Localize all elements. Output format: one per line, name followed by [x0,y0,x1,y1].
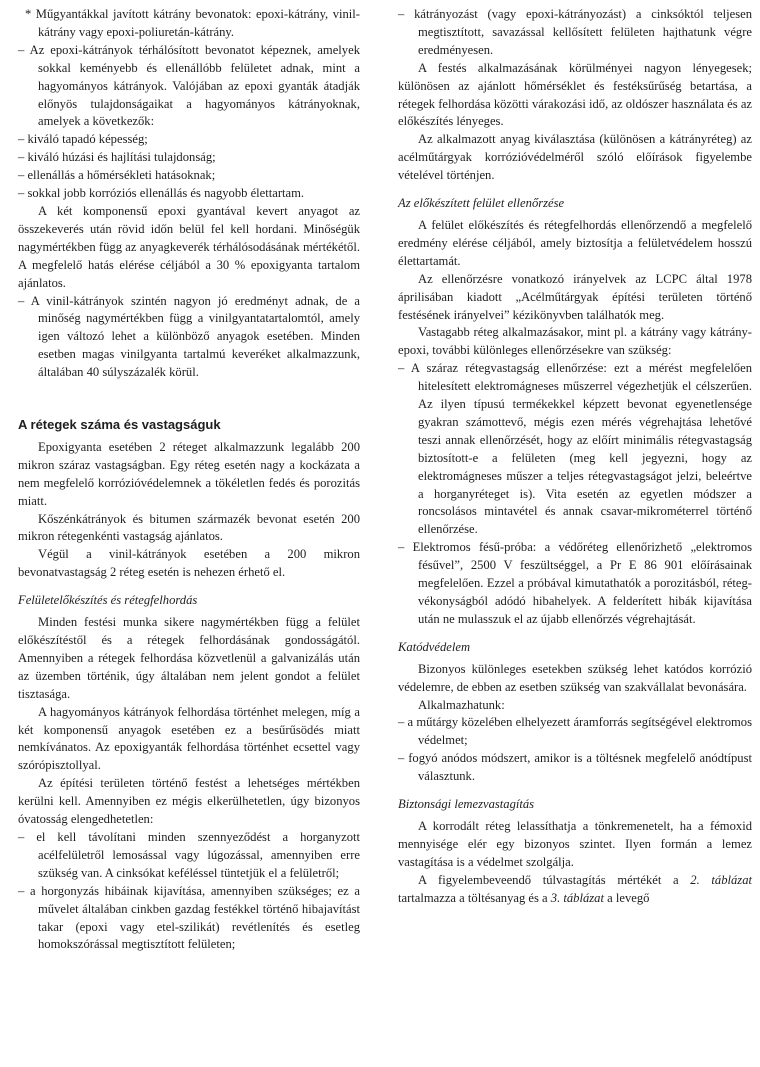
list-item: – Az epoxi-kátrányok térhálósított bevonatot képeznek, amelyek sokkal keményebb és ellenállóbb felületet adnak, mint a hagyományos kátrányok. Valójában az epoxi gyanták átadják előnyös tulajdonságaikat a hagyományos kátrányoknak, amelyek a következők: [18,42,360,129]
paragraph: A festés alkalmazásának körülményei nagyon lényegesek; különösen az ajánlott hőmérséklet és festéksűrűség betartása, a rétegek felhordása közötti várakozási idő, az oldószer használata és az előkészítés lényeges. [398,60,752,129]
left-column [18,6,360,954]
list-item: – kiváló tapadó képesség; [18,132,148,147]
paragraph: * Műgyantákkal javított kátrány bevonatok: epoxi-kátrány, vinil-kátrány vagy epoxi-poliuretán-kátrány. [25,7,360,39]
right-column [398,6,752,908]
paragraph: Bizonyos különleges esetekben szükség lehet katódos korrózió védelemre, de ebben az esetben szükség van szakvállalat bevonására. [398,661,752,694]
paragraph: A hagyományos kátrányok felhordása történhet melegen, míg a két komponensű anyagok esetében ez a besűrűsödés miatt nemkívánatos. Az epoxigyanták felhordása történhet ecsettel vagy szórópisztollyal. [18,704,360,773]
paragraph: Kőszénkátrányok és bitumen származék bevonat esetén 200 mikron rétegenkénti vastagság ajánlatos. [18,511,360,544]
paragraph: A két komponensű epoxi gyantával kevert anyagot az összekeverés után rövid időn belül fel kell hordani. Minőségük nagymértékben függ az anyagkeverék térhálósodásának mértékétől. A megfelelő hatás elérése céljából a 30 % epoxigyanta tartalom ajánlatos. [18,203,360,290]
paragraph: Minden festési munka sikere nagymértékben függ a felület előkészítéstől és a rétegek felhordásának gondosságától. Amennyiben a rétegek felhordása közvetlenül a galvanizálás után az üzemben történik, úgy általában nem jelent gondot a felület tisztasága. [18,615,360,701]
list-item: – kiváló húzási és hajlítási tulajdonság; [18,150,216,165]
list-item: – a műtárgy közelében elhelyezett áramforrás segítségével elektromos védelmet; [398,715,752,748]
table-reference: 3. táblázat [550,890,604,905]
paragraph [398,872,752,908]
list-item: – Elektromos fésű-próba: a védőréteg ellenőrizhető „elektromos fésűvel”, 2500 V feszültséggel, a Pr E 86 901 előírásainak megfelelően. Ezzel a próbával kimutathatók a porozitásból, réteg-vékonyságból adódó hibahelyek. A felderített hibák kijavítása után ne mulasszuk el az újabb ellenőrzés végrehajtását. [398,540,752,626]
section-heading: Biztonsági lemezvastagítás [398,797,535,812]
list-item: – ellenállás a hőmérsékleti hatásoknak; [18,168,216,183]
text-run: tartalmazza a töltésanyag és a [398,890,551,905]
section-heading: Katódvédelem [398,639,471,654]
paragraph: Epoxigyanta esetében 2 réteget alkalmazzunk legalább 200 mikron száraz vastagságban. Egy réteg esetén nagy a kockázata a nem megfelelő korrózióvédelemnek a tökéletlen fedés és porozitás miatt. [18,439,360,508]
paragraph: Az ellenőrzésre vonatkozó irányelvek az LCPC által 1978 áprilisában kiadott „Acélműtárgyak építési területen történő festésének irányelvei” kézikönyvben találhatók meg. [398,271,752,322]
list-item: – fogyó anódos módszert, amikor is a töltésnek megfelelő anódtípust választunk. [398,751,752,784]
paragraph: Végül a vinil-kátrányok esetében a 200 mikron bevonatvastagság 2 réteg esetén is nehezen érhető el. [18,547,360,580]
section-heading: A rétegek száma és vastagságuk [18,417,221,433]
list-item: – sokkal jobb korróziós ellenállás és nagyobb élettartam. [18,186,305,201]
paragraph: A korrodált réteg lelassíthatja a tönkremenetelt, ha a fémoxid mennyisége elér egy bizonyos szintet. Ilyen formán a lemez vastagítása is a védelmet szolgálja. [398,818,752,869]
paragraph: Alkalmazhatunk: [418,697,505,712]
list-item: – A száraz rétegvastagság ellenőrzése: ezt a mérést megfelelően hitelesített elektromágneses műszerrel végezhetjük el célszerűen. Az ilyen típusú termékekkel képzett bevonat egyenetlensége gyakran számottevő, mégis ezen mérés végrehajtása lehetővé teszi annak ellenőrzését, hogy az előírt minimális rétegvastagság biztosított-e a felületen (meg kell jegyezni, hogy az elektromágneses műszer a teljes rétegvastagságot jelzi, beleértve a horganyréteget is). Vita esetén az egyetlen módszer a roncsolásos mintavétel és annak csavar-mikrométerrel történő ellenőrzése. [398,361,752,537]
paragraph: Vastagabb réteg alkalmazásakor, mint pl. a kátrány vagy kátrány-epoxi, további különleges ellenőrzésekre van szükség: [398,325,752,358]
section-heading: Az előkészített felület ellenőrzése [398,196,565,211]
paragraph: A felület előkészítés és rétegfelhordás ellenőrzendő a megfelelő eredmény elérése céljából, amely biztosítja a felületvédelem hosszú élettartamát. [398,217,752,268]
text-run: a levegő [603,890,650,905]
list-item: – a horgonyzás hibáinak kijavítása, amennyiben szükséges; ez a művelet általában cinkben gazdag festékkel történő hibajavítást takar (epoxi vagy etel-szilikát) revétlenítés és esetleg homokszórással megtisztított felületen; [18,883,360,952]
text-run: A figyelembeveendő túlvastagítás mértékét a [418,872,691,887]
list-item: – el kell távolítani minden szennyeződést a horganyzott acélfelületről lemosással vagy lúgozással, amennyiben erre szükség van. A cinksókat keféléssel tüntetjük el a felületről; [18,829,360,880]
list-item: – A vinil-kátrányok szintén nagyon jó eredményt adnak, de a minőség nagymértékben függ a vinilgyantatartalomtól, amely igen változó lehet a különböző anyagok esetében. Minden esetben magas vinilgyanta tartalmú keveréket alkalmazzunk, általában 40 súlyszázalék körül. [18,293,360,380]
paragraph: Az alkalmazott anyag kiválasztása (különösen a kátrányréteg) az acélműtárgyak korrózióvédelméről szóló előírások figyelembe vételével történjen. [398,132,752,183]
paragraph: Az építési területen történő festést a lehetséges mértékben kerülni kell. Amennyiben ez mégis elkerülhetetlen, úgy bizonyos óvatosság elengedhetetlen: [18,776,360,827]
section-heading: Felületelőkészítés és rétegfelhordás [18,593,198,608]
list-item: – kátrányozást (vagy epoxi-kátrányozást) a cinksóktól teljesen megtisztított, savazással kellősített felületen hajthatunk végre eredményesen. [398,7,752,57]
table-reference: 2. táblázat [690,872,752,887]
